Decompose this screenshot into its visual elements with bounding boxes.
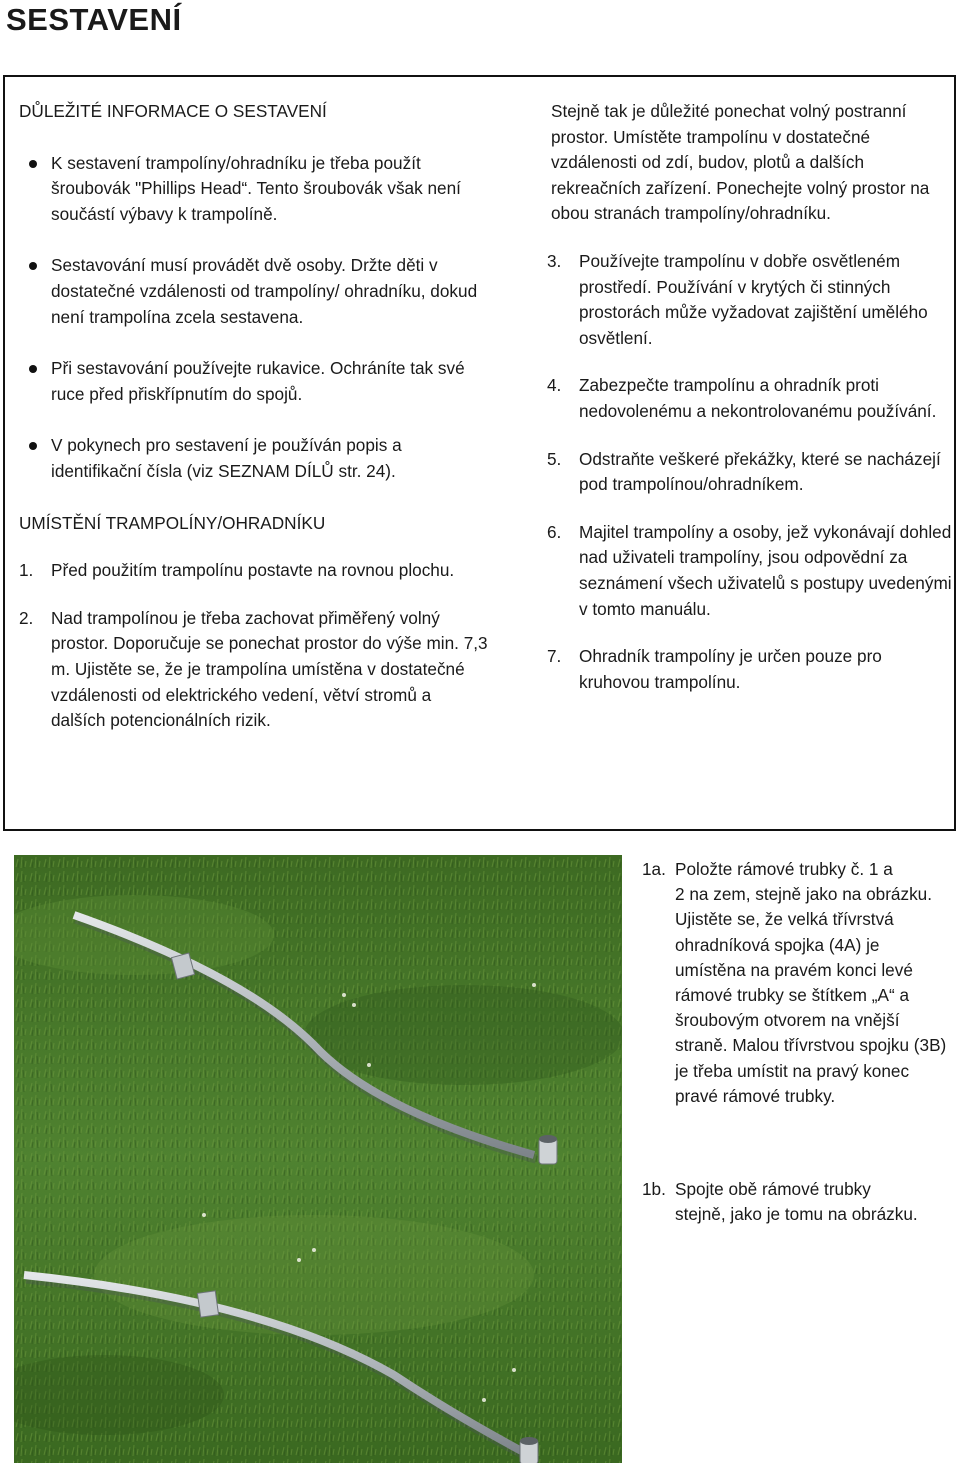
bullet-item: V pokynech pro sestavení je používán popis a identifikační čísla (viz SEZNAM DÍLŮ str. 24). xyxy=(19,433,489,484)
placement-item-3 xyxy=(547,249,952,351)
item-number: 4. xyxy=(547,375,562,396)
step-text-first-line: Spojte obě rámové trubky xyxy=(675,1179,871,1199)
item-text: Majitel trampolíny a osoby, jež vykonávají dohled nad uživateli trampolíny, jsou odpovědní za seznámení všech uživatelů s postupy uvedenými v tomto manuálu. xyxy=(579,521,952,619)
placement-item-2 xyxy=(19,606,489,734)
bullet-dot-icon xyxy=(29,262,37,270)
step-text-first-line: Položte rámové trubky č. 1 a xyxy=(675,859,893,879)
item-number: 5. xyxy=(547,448,562,469)
item-number: 1. xyxy=(19,560,34,581)
step-1b-instructions xyxy=(642,1177,942,1227)
bullet-dot-icon xyxy=(29,160,37,168)
page-title: SESTAVENÍ xyxy=(6,2,182,37)
bullet-dot-icon xyxy=(29,442,37,450)
item-text: Používejte trampolínu v dobře osvětleném prostředí. Používání v krytých či stinných prostorách může vyžadovat zajištění umělého osvětlení. xyxy=(579,250,928,348)
placement-continuation: Stejně tak je důležité ponechat volný postranní prostor. Umístěte trampolínu v dostatečné vzdálenosti od zdí, budov, plotů a dalších rekreačních zařízení. Ponechejte volný prostor na obou stranách trampolíny/ohradníku. xyxy=(551,101,930,224)
placement-item-5 xyxy=(547,447,952,498)
step-1a-instructions xyxy=(642,857,952,1109)
placement-item-6 xyxy=(547,520,952,622)
item-number: 7. xyxy=(547,646,562,667)
bullet-item: Při sestavování používejte rukavice. Ochráníte tak své ruce před přiskřípnutím do spojů. xyxy=(19,356,489,407)
placement-heading: UMÍSTĚNÍ TRAMPOLÍNY/OHRADNÍKU xyxy=(19,512,326,533)
item-number: 3. xyxy=(547,250,562,271)
bullet-item: Sestavování musí provádět dvě osoby. Držte děti v dostatečné vzdálenosti od trampolíny/ ohradníku, dokud není trampolína zcela sestavena. xyxy=(19,253,489,330)
placement-item-7 xyxy=(547,644,952,695)
placement-item-1 xyxy=(19,558,489,584)
bullet-item: K sestavení trampolíny/ohradníku je třeba použít šroubovák "Phillips Head“. Tento šroubovák však není součástí výbavy k trampolíně. xyxy=(19,151,489,228)
step-label: 1a. xyxy=(642,859,666,879)
item-number: 2. xyxy=(19,607,34,628)
item-text: Odstraňte veškeré překážky, které se nacházejí pod trampolínou/ohradníkem. xyxy=(579,448,941,495)
item-text: Ohradník trampolíny je určen pouze pro kruhovou trampolínu. xyxy=(579,646,882,692)
info-right-column xyxy=(547,99,952,717)
info-left-column xyxy=(19,99,489,756)
important-heading: DŮLEŽITÉ INFORMACE O SESTAVENÍ xyxy=(19,101,327,121)
important-bullet-list xyxy=(19,151,489,485)
item-text: Zabezpečte trampolínu a ohradník proti nedovolenému a nekontrolovanému používání. xyxy=(579,375,937,421)
important-info-box xyxy=(3,75,956,831)
frame-tubes-photo xyxy=(14,855,622,1463)
step-text: stejně, jako je tomu na obrázku. xyxy=(675,1204,918,1225)
step-label: 1b. xyxy=(642,1179,666,1199)
grass-with-tubes-image xyxy=(14,855,622,1463)
bullet-dot-icon xyxy=(29,365,37,373)
item-number: 6. xyxy=(547,521,562,542)
placement-item-4 xyxy=(547,373,952,424)
step-text: 2 na zem, stejně jako na obrázku. Ujistěte se, že velká třívrstvá ohradníková spojka (4A) je umístěna na pravém konci levé rámové trubky se štítkem „A“ a šroubovým otvorem na vnější straně. Malou třívrstvou spojku (3B) je třeba umístit na pravý konec pravé rámové trubky. xyxy=(675,884,947,1106)
item-text: Nad trampolínou je třeba zachovat přiměřený volný prostor. Doporučuje se ponechat prostor do výše min. 7,3 m. Ujistěte se, že je trampolína umístěna v dostatečné vzdálenosti od elektrického vedení, větví stromů a dalších potencionálních rizik. xyxy=(51,607,488,731)
item-text: Před použitím trampolínu postavte na rovnou plochu. xyxy=(51,560,455,581)
